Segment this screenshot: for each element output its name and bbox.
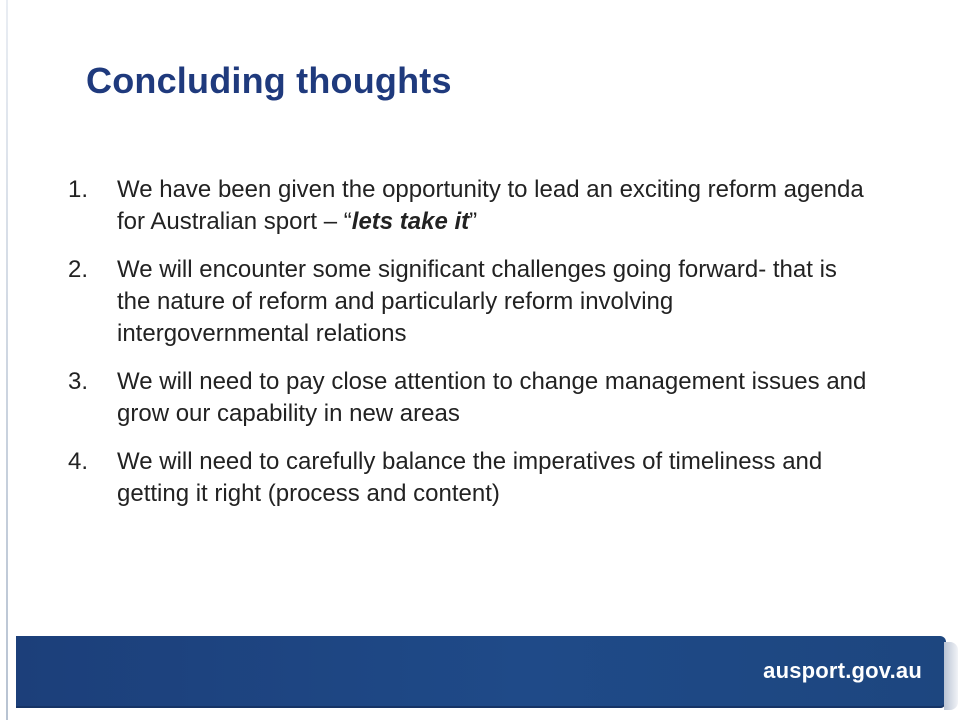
point-text xyxy=(117,176,864,235)
point-number: 1. xyxy=(68,176,89,203)
point-text: We will need to carefully balance the imperatives of timeliness and getting it right (process and content) xyxy=(117,448,823,507)
footer-bar xyxy=(16,636,946,708)
point-number: 2. xyxy=(68,256,89,283)
site-url-link[interactable]: ausport.gov.au xyxy=(763,658,922,683)
point-text: We will encounter some significant challenges going forward- that is the nature of reform and particularly reform involving intergovernmental relations xyxy=(117,256,837,347)
list-item xyxy=(68,254,868,350)
list-item xyxy=(68,446,868,510)
left-edge-rule xyxy=(6,0,8,720)
concluding-points-list xyxy=(68,174,868,526)
point-emphasis: lets take it xyxy=(351,208,470,235)
point-text-main: We have been given the opportunity to lead an exciting reform agenda for Australian sport – “ xyxy=(117,176,864,235)
point-number: 4. xyxy=(68,448,89,475)
slide-title: Concluding thoughts xyxy=(86,60,452,101)
list-item xyxy=(68,174,868,238)
point-text: We will need to pay close attention to change management issues and grow our capability in new areas xyxy=(117,368,867,427)
point-text-closing-quote: ” xyxy=(469,208,478,235)
point-number: 3. xyxy=(68,368,89,395)
list-item xyxy=(68,366,868,430)
